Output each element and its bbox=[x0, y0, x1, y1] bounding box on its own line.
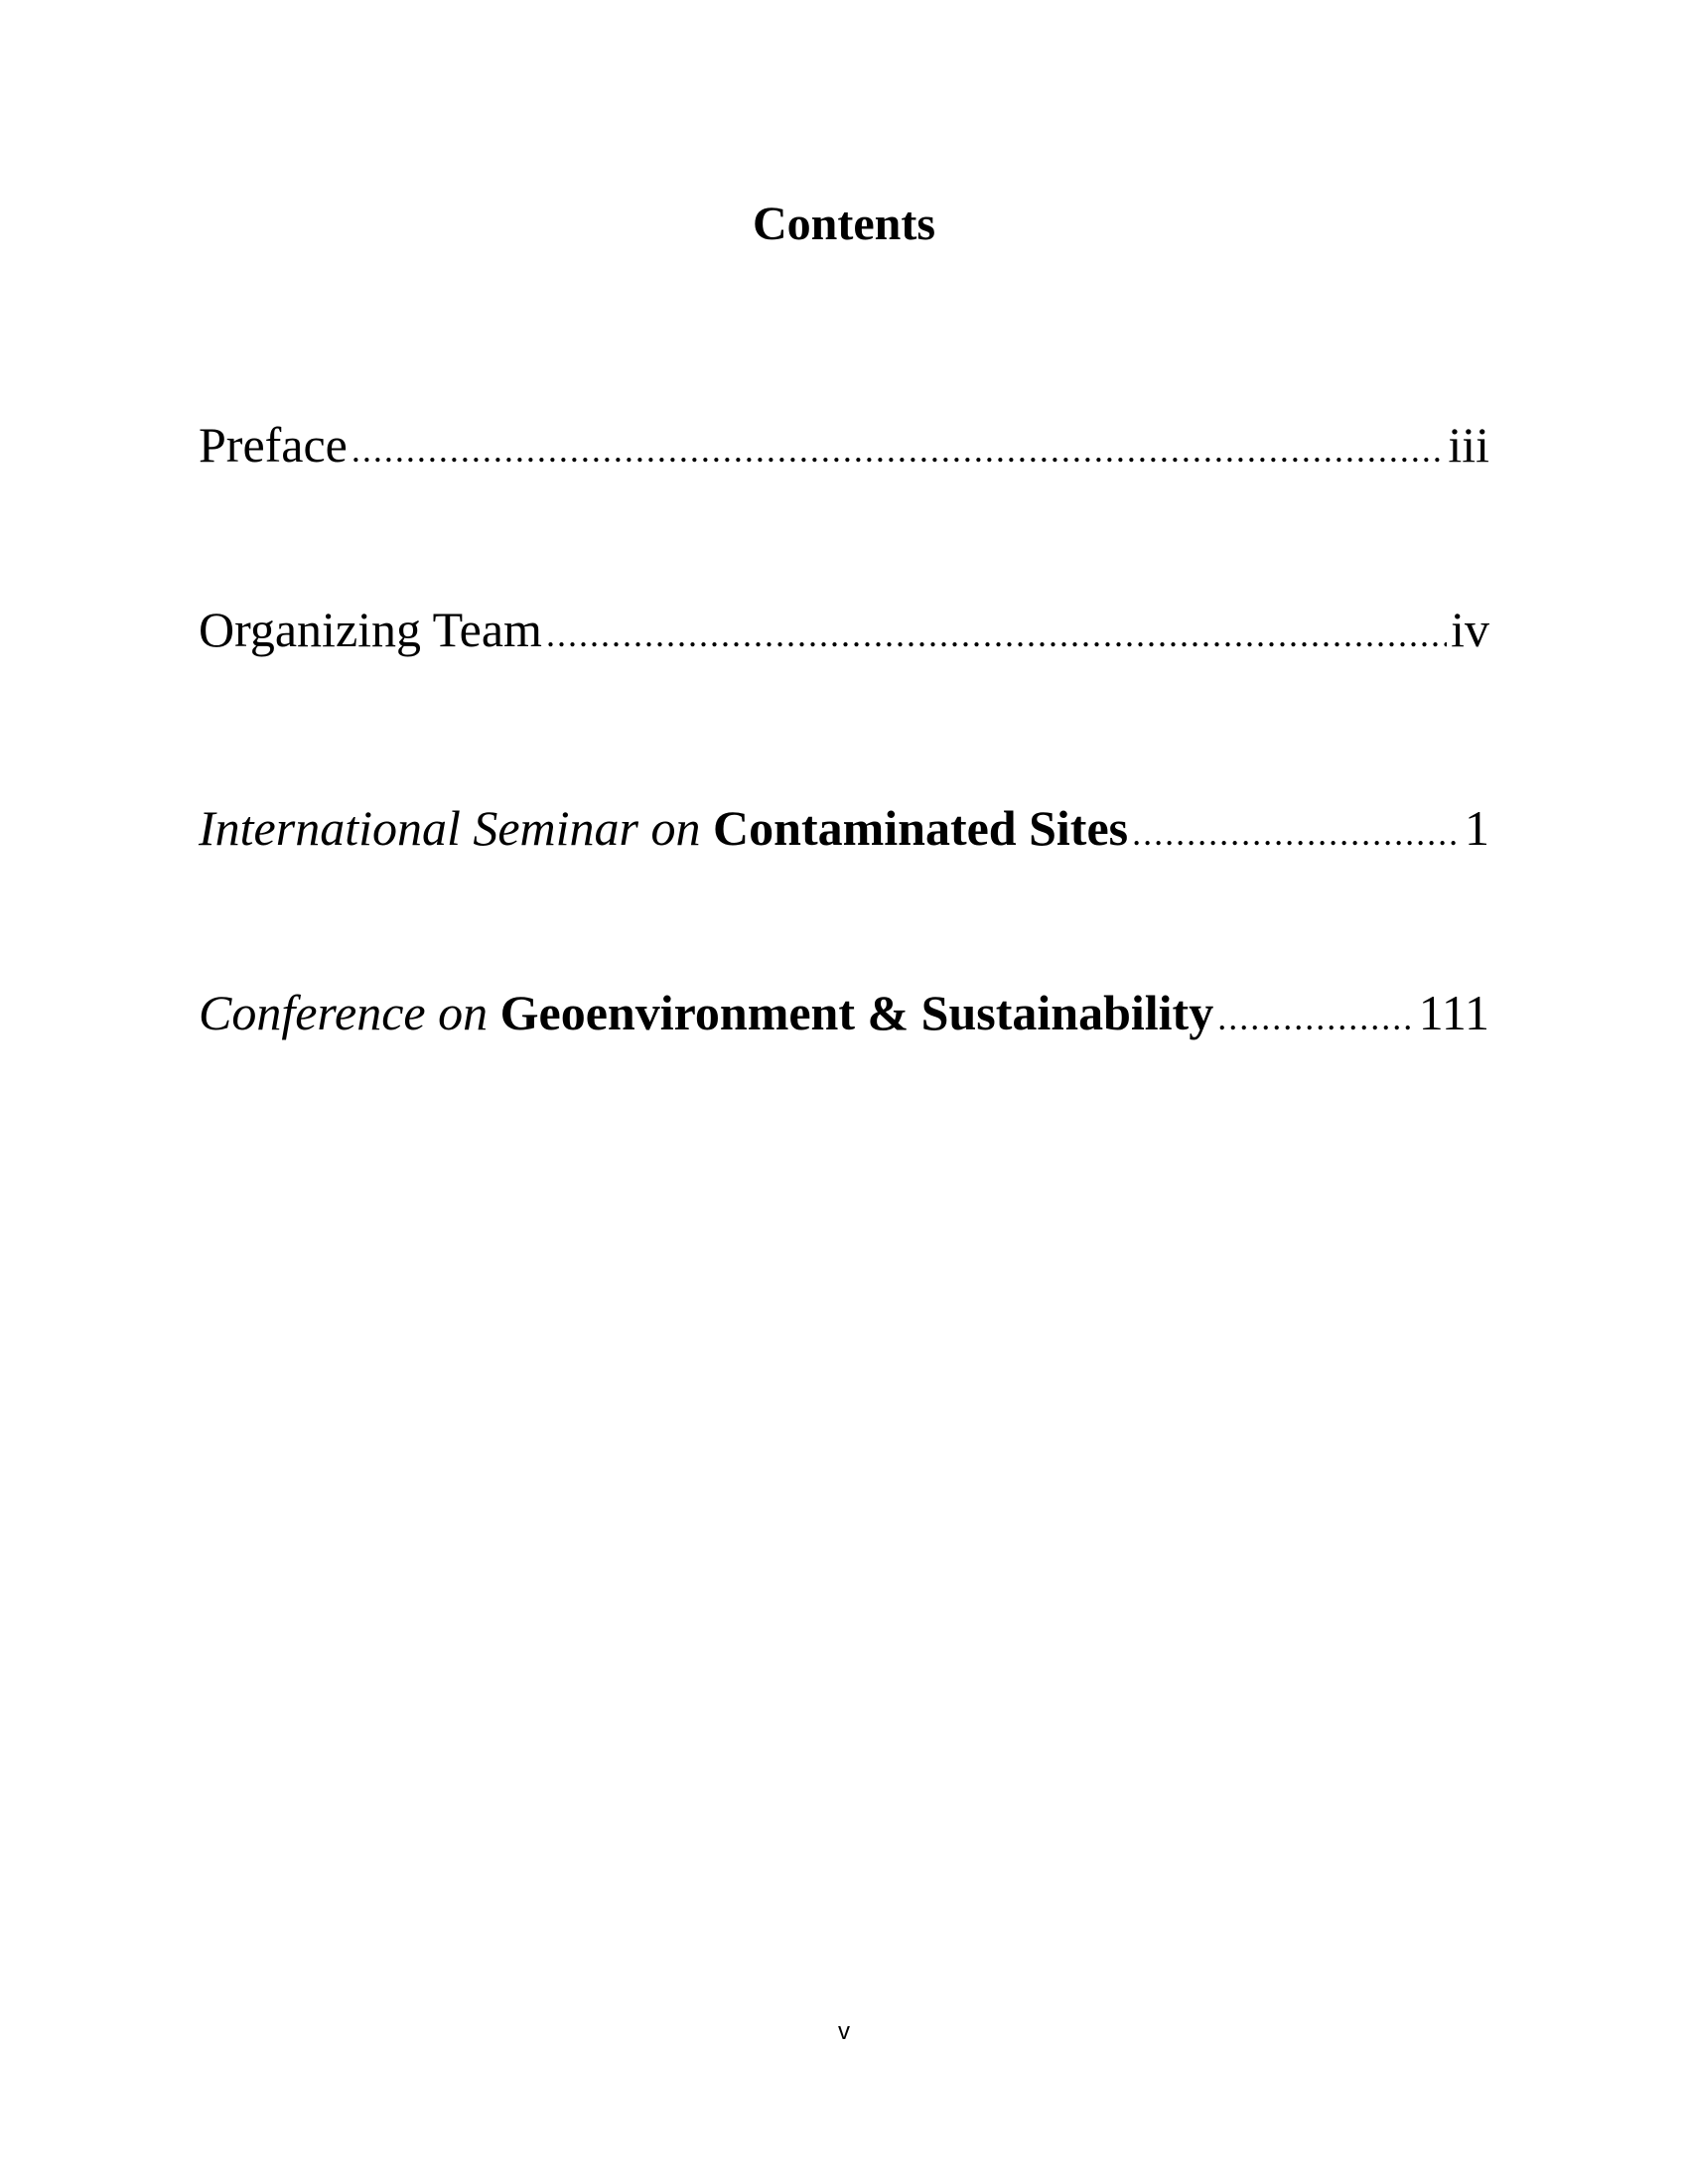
toc-entry-preface[interactable] bbox=[199, 413, 1489, 481]
toc-entry-title-bold: Geoenvironment & Sustainability bbox=[499, 985, 1214, 1040]
toc-entry-prefix: International Seminar on bbox=[199, 800, 714, 856]
dot-leader bbox=[1132, 801, 1461, 865]
toc-page-number: 111 bbox=[1418, 985, 1489, 1040]
toc-entry-contaminated-sites[interactable] bbox=[199, 796, 1489, 865]
dot-leader bbox=[1217, 986, 1414, 1049]
dot-leader bbox=[352, 418, 1444, 481]
page-title: Contents bbox=[752, 198, 935, 250]
page-number-footer: v bbox=[838, 2018, 850, 2045]
toc-entry-title-bold: Contaminated Sites bbox=[713, 800, 1129, 856]
toc-entry-title bbox=[199, 413, 348, 477]
toc-entry-title bbox=[199, 981, 1213, 1044]
toc-entry-organizing-team[interactable] bbox=[199, 598, 1489, 666]
toc-entry-title-text: Preface bbox=[199, 417, 348, 473]
dot-leader bbox=[546, 603, 1447, 666]
toc-entry-geoenvironment[interactable] bbox=[199, 981, 1489, 1049]
toc-entry-title bbox=[199, 796, 1128, 860]
toc-entry-prefix: Conference on bbox=[199, 985, 500, 1040]
toc-entry-title-text: Organizing Team bbox=[199, 602, 542, 657]
toc-page-number: 1 bbox=[1465, 800, 1489, 856]
toc-entry-title bbox=[199, 598, 542, 661]
toc-page-number: iv bbox=[1451, 602, 1489, 657]
toc-page-number: iii bbox=[1448, 417, 1489, 473]
